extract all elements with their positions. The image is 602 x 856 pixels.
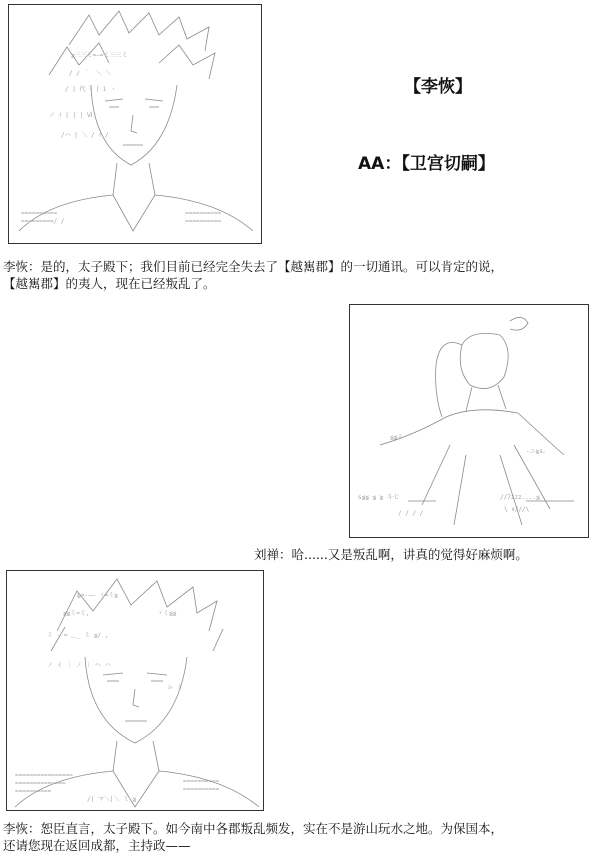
svg-text:≦三三ミ=―=ミ三三ミ: ≦三三ミ=―=ミ三三ミ bbox=[71, 52, 128, 59]
svg-text:==========: ========== bbox=[185, 210, 222, 217]
svg-text:-ニ≧s。: -ニ≧s。 bbox=[526, 448, 549, 455]
svg-text:/| マ＼|＼ ミ ≦: /| マ＼|＼ ミ ≦ bbox=[87, 796, 137, 803]
aa-art-liushan-figure bbox=[350, 305, 589, 538]
svg-text:/ハ | ＼ / ｲ /: /ハ | ＼ / ｲ / bbox=[61, 132, 109, 139]
svg-text:==========: ========== bbox=[183, 786, 220, 793]
svg-text:ヾミ≦≦: ヾミ≦≦ bbox=[157, 610, 177, 617]
svg-text:==========: ========== bbox=[185, 218, 222, 225]
aa-panel-lihui-top bbox=[8, 4, 262, 244]
svg-text:ノ ｲ | | | Ⅵ: ノ ｲ | | | Ⅵ bbox=[49, 112, 93, 119]
svg-text:/ / ｀ ＼ ＼: / / ｀ ＼ ＼ bbox=[69, 70, 112, 77]
dialogue-liushan-1: 刘禅：哈......又是叛乱啊，讲真的觉得好麻烦啊。 bbox=[254, 547, 528, 562]
svg-text:\ ∨///\: \ ∨///\ bbox=[504, 506, 530, 513]
svg-text:ム ミ: ム ミ bbox=[167, 684, 183, 691]
svg-text:ミ ‐ = ＿_ ミ ≦/ ,: ミ ‐ = ＿_ ミ ≦/ , bbox=[47, 632, 109, 639]
svg-text:≦≧ミ=ミ,: ≦≧ミ=ミ, bbox=[63, 610, 90, 617]
dialogue-lihui-2-line1: 李恢：恕臣直言，太子殿下。如今南中各郡叛乱频发，实在不是游山玩水之地。为保国本， bbox=[3, 821, 504, 836]
dialogue-lihui-1-line2: 【越嶲郡】的夷人，现在已经叛乱了。 bbox=[3, 276, 216, 291]
svg-text:≧=-―― ヾ=ミ≧: ≧=-―― ヾ=ミ≧ bbox=[77, 592, 118, 599]
aa-source-label: AA：【卫宫切嗣】 bbox=[358, 154, 495, 174]
aa-art-lihui-portrait-2 bbox=[7, 571, 264, 811]
svg-text:s≦≦ ≦ ≧ 斗七: s≦≦ ≦ ≧ 斗七 bbox=[358, 494, 399, 501]
svg-text:==============: ============== bbox=[15, 780, 66, 787]
svg-text:/ | 代 ﾐ | i ヽ: / | 代 ﾐ | i ヽ bbox=[65, 86, 117, 93]
svg-text:ノ イ ｜ ノ ｜ ヘ ハ: ノ イ ｜ ノ ｜ ヘ ハ bbox=[47, 662, 111, 669]
svg-text:================: ================ bbox=[15, 772, 73, 779]
svg-text:/ / / /: / / / / bbox=[398, 510, 424, 517]
dialogue-lihui-2-line2: 还请您现在返回成都，主持政—— bbox=[3, 838, 191, 853]
character-name-label: 【李恢】 bbox=[404, 77, 472, 97]
svg-text:==========: ========== bbox=[21, 210, 58, 217]
svg-text:==========: ========== bbox=[15, 788, 52, 795]
aa-panel-lihui-bottom bbox=[6, 570, 264, 811]
dialogue-lihui-1-line1: 李恢：是的，太子殿下；我们目前已经完全失去了【越嶲郡】的一切通讯。可以肯定的说， bbox=[3, 259, 504, 274]
svg-text:≦≦ミ: ≦≦ミ bbox=[390, 434, 404, 441]
svg-text://7zzz....≦: //7zzz....≦ bbox=[500, 494, 540, 501]
svg-text:=========/ /: =========/ / bbox=[21, 218, 65, 225]
aa-art-lihui-portrait bbox=[9, 5, 262, 244]
svg-text:==========: ========== bbox=[183, 778, 220, 785]
aa-panel-liushan bbox=[349, 304, 589, 538]
